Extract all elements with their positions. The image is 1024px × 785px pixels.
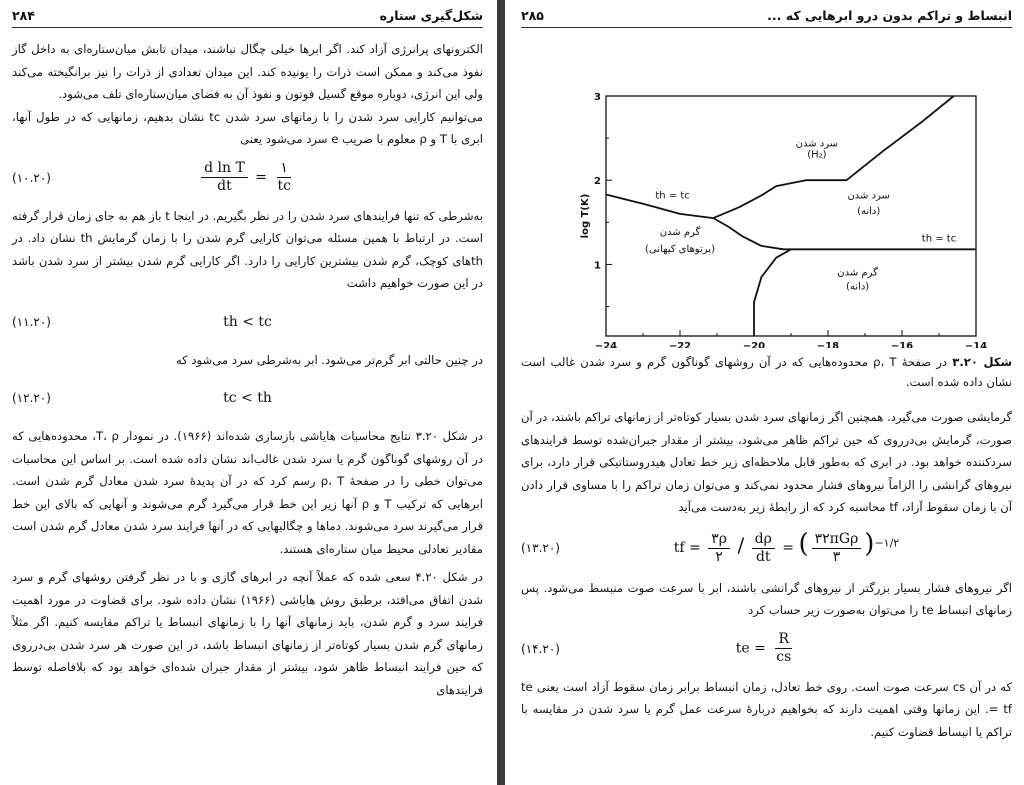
left-para-5: در شکل ۳.۲۰ نتایج محاسبات هایاشی بازسازی شده‌اند (۱۹۶۶). در نمودار T، ρ، محدوده‌هایی که در آن روشهای گوناگون گرم یا سرد شدن غالب‌اند نشان داده شده است. بر اساس این محاسبات می‌توان خطی را در صفحهٔ ρ، T رسم کرد که در آن پدیدهٔ سرد شدن معادل گرم شدن است. ابرهایی که ترکیب T و ρ آنها زیر این خط قرار می‌گیرد گرم می‌شوند و آنهایی که بالای این خط قرار می‌گیرند سرد می‌شوند. دماها و چگالیهایی که در آنها فرایند سرد شدن معادل گرم شدن است مقادیر تعادلی محیط میان ستاره‌ای هستند. [12, 429, 483, 556]
x-tick-label: −22 [668, 341, 692, 348]
left-running-title: شکل‌گیری ستاره [379, 8, 483, 23]
region-label: (دانه) [857, 205, 881, 217]
boundary-curve-2 [713, 96, 954, 218]
region-label: گرم شدن [659, 226, 701, 238]
x-tick-label: −24 [594, 341, 618, 348]
equation-13-number: (۱۳.۲۰) [521, 540, 560, 555]
eq13-frac2-den: dt [755, 548, 771, 565]
equation-10-body: $\frac{\text{d ln T}}{dt}$ = $\frac{۱}{tc}$ [72, 160, 483, 195]
right-para-1: گرمایشی صورت می‌گیرد. همچنین اگر زمانهای سرد شدن بسیار کوتاه‌تر از زمانهای تراکم باشند، در آن صورت، گرمایش بی‌درروی که حین تراکم ظاهر می‌شود، بیشتر از مقدار جبران‌شده توسط فرایندهای سردکننده خواهد بود. در ابری که به‌طور قابل ملاحظه‌ای زیر خط تعادل هیدروستاتیکی قرار دارد، برای نیروهای گرانشی را الزاماً نیروهای فشار محدود نمی‌کند و می‌توان زمان تراکم را با مساوی قرار دادن آن با زمان سقوط آزاد، tf محاسبه کرد که از رابطهٔ زیر به‌دست می‌آید [521, 410, 1012, 514]
left-para-4: در چنین حالتی ابر گرم‌تر می‌شود. ابر به‌شرطی سرد می‌شود که [175, 352, 483, 367]
eq14-lhs: te = [735, 640, 766, 657]
y-axis-label: log T(K) [580, 193, 591, 239]
equation-10-number: (۱۰.۲۰) [12, 170, 51, 185]
eq14-den: cs [776, 649, 792, 665]
equation-14-number: (۱۴.۲۰) [521, 641, 560, 656]
figure-3-20-chart [521, 38, 1012, 348]
chart-frame [606, 96, 976, 336]
equation-13 [521, 519, 1012, 577]
region-label: (H₂) [807, 149, 827, 161]
boundary-curve-4 [754, 249, 791, 336]
left-page [0, 0, 497, 785]
right-page [505, 0, 1024, 785]
equation-12-number: (۱۲.۲۰) [12, 391, 51, 405]
equation-13-body: tf = $\frac{۳\rho}{۲}$ / $\frac{d\rho}{dt}$ = ( $\frac{\text{۳۲πGρ}}{۳}$ )$^{-۱/۲}$ [673, 529, 900, 565]
eq13-frac1-den: ۲ [715, 548, 723, 565]
region-label: th = tc [655, 190, 690, 202]
y-tick-label: 3 [594, 92, 601, 103]
left-page-number: ۲۸۴ [12, 8, 35, 23]
x-tick-label: −18 [816, 341, 840, 348]
caption-text: در صفحهٔ ρ، T محدوده‌هایی که در آن روشهای گوناگون گرم و سرد شدن غالب است نشان داده شده است. [521, 355, 1012, 389]
left-para-1: الکترونهای پرانرژی آزاد کند. اگر ابرها خیلی چگال نباشند، میدان تابش میان‌ستاره‌ای به داخل گاز نفوذ می‌کند و ممکن است ذرات را یونیده کند. این میدان تعدادی از ذرات را نیز برانگیخته می‌کند ولی این انرژی، دوباره موقع گسیل فوتون و نفوذ آن به فضای میان‌ستاره‌ای تلف می‌شود. [12, 42, 483, 101]
x-tick-label: −14 [964, 341, 988, 348]
eq13-frac1-num: ۳ρ [708, 531, 730, 549]
eq10-rhs-den: tc [277, 178, 291, 194]
eq10-rhs-num: ۱ [277, 160, 291, 178]
region-label: (دانه) [845, 281, 870, 293]
x-tick-label: −20 [742, 341, 766, 348]
y-tick-label: 2 [594, 176, 601, 188]
region-label: th = tc [921, 233, 957, 245]
left-para-6: در شکل ۴.۲۰ سعی شده که عملاً آنچه در ابرهای گازی و با در نظر گرفتن روشهای گرم و سرد شدن اتفاق می‌افتد، برطبق روش هایاشی (۱۹۶۶) نشان داده شود. برای قضاوت در مورد اهمیت فرایند سرد و گرم شدن، باید زمانهای آنها را با زمانهای انبساط یا تراکم مقایسه کنیم. اگر مثلاً زمانهای گرم شدن بسیار کوتاه‌تر از زمانهای انبساط باشد، در این صورت هر سرد شدن بی‌درروی که حین فرایند انبساط ظاهر شود، بیشتر از مقدار جبران شده‌ای خواهد بود که بلافاصله توسط فرایندهای [12, 570, 484, 697]
eq14-num: R [775, 631, 792, 649]
left-running-head [12, 8, 483, 28]
right-para-3: که در آن cs سرعت صوت است. روی خط تعادل، زمان انبساط برابر زمان سقوط آزاد است یعنی te = tf. این زمانها وقتی اهمیت دارند که بخواهیم دربارهٔ سرعت عمل گرم یا سرد شدن در مقایسه با تراکم یا انبساط قضاوت کنیم. [521, 679, 1013, 739]
y-tick-label: 1 [594, 260, 601, 272]
eq13-frac2-num: dρ [752, 531, 775, 549]
right-running-head [521, 8, 1012, 28]
equation-14 [521, 622, 1012, 676]
eq13-eq: = [782, 540, 795, 557]
eq13-frac3-num: ۳۲πGρ [812, 531, 862, 549]
equation-10 [12, 151, 483, 205]
equation-12 [12, 371, 483, 425]
equation-12-body: tc < th [223, 390, 272, 406]
eq13-frac3-den: ۳ [832, 548, 841, 565]
figure-caption [521, 352, 1012, 392]
left-para-3: به‌شرطی که تنها فرایندهای سرد شدن را در نظر بگیریم. در اینجا t باز هم به جای زمان قرار گرفته است. در ارتباط با همین مسئله می‌توان کارایی گرم شدن را با زمان گرمایش th نشان داد. در th‌های کوچک، گرم شدن بیشترین کارایی را دارد. اگر کارایی گرم شدن بیشتر از سرد شدن باشد در این صورت خواهیم داشت [12, 208, 483, 290]
caption-label: شکل ۳.۲۰ [952, 355, 1012, 369]
region-label: گرم شدن [837, 267, 878, 279]
eq13-lhs: tf = [673, 540, 701, 557]
region-label: (پرتوهای کیهانی) [645, 243, 715, 255]
right-page-number: ۲۸۵ [521, 8, 544, 23]
region-label: سرد شدن [847, 190, 890, 202]
equation-11-body: th < tc [223, 313, 272, 330]
right-running-title: انبساط و تراکم بدون درو ابرهایی که ... [767, 8, 1012, 23]
region-label: سرد شدن [795, 138, 839, 150]
equation-11-number: (۱۱.۲۰) [12, 314, 51, 329]
eq10-lhs-den: dt [217, 178, 232, 194]
right-para-2: اگر نیروهای فشار بسیار بزرگتر از نیروهای گرانشی باشند، ابر با سرعت صوت منبسط می‌شود. پس زمانهای انبساط te را می‌توان به‌صورت زیر حساب کرد [521, 580, 1012, 617]
eq10-lhs-num: d ln T [201, 160, 248, 178]
equation-11 [12, 295, 483, 349]
x-tick-label: −16 [890, 341, 914, 348]
equation-14-body [581, 631, 1012, 666]
eq13-exponent: −۱/۲ [874, 536, 900, 550]
left-para-2: می‌توانیم کارایی سرد شدن را با زمانهای سرد شدن tc نشان بدهیم، زمانهایی که در طول آنها، ابری با T و ρ معلوم با ضریب e سرد می‌شود یعنی [12, 109, 483, 146]
